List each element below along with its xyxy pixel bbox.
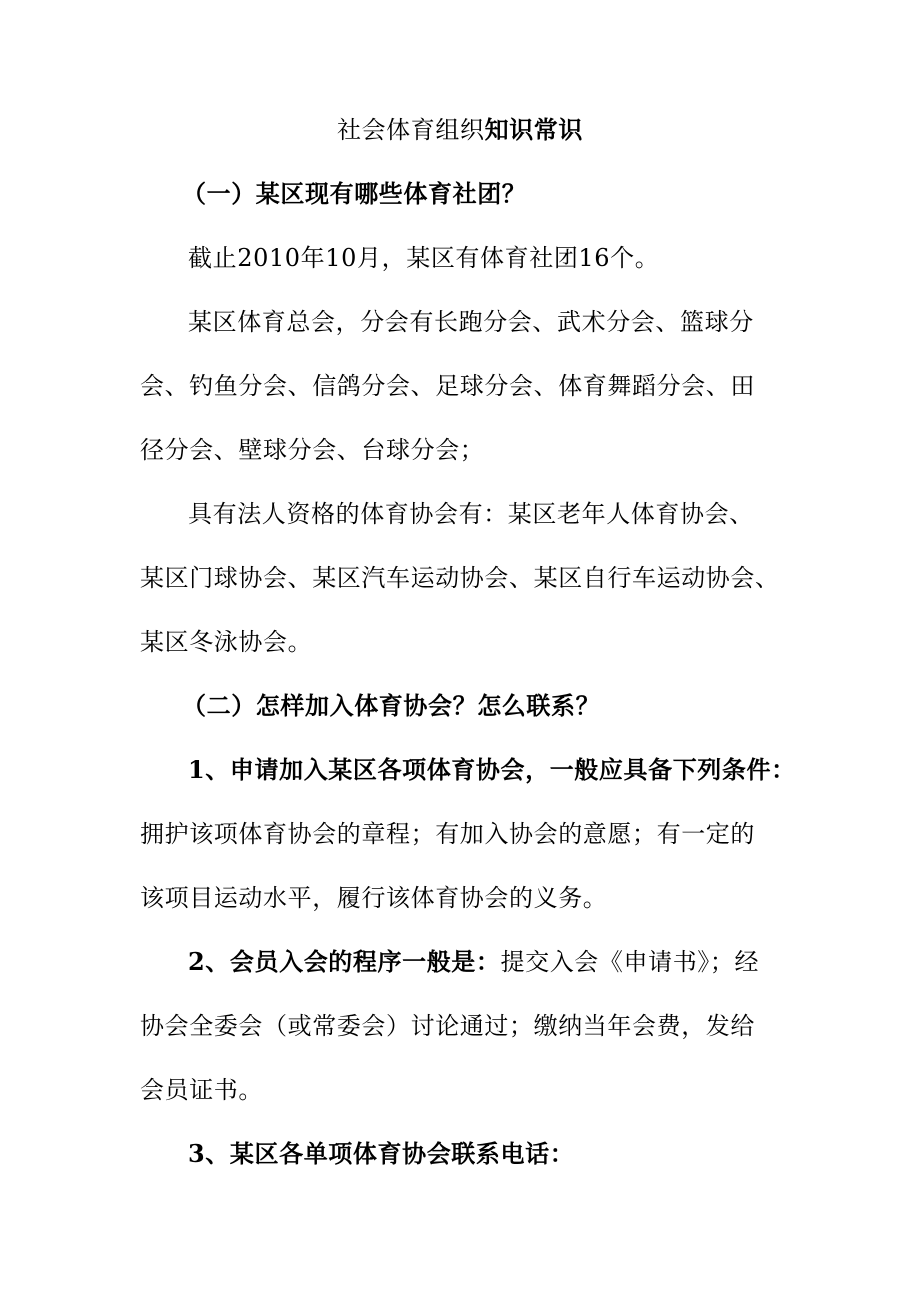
paragraph-line: 某区冬泳协会。: [140, 628, 313, 656]
heading-text: （一）某区现有哪些体育社团？: [182, 179, 527, 208]
item-bold-text: 3、某区各单项体育协会联系电话：: [188, 1139, 575, 1168]
paragraph-line: 某区门球协会、某区汽车运动协会、某区自行车运动协会、: [140, 564, 780, 592]
item-bold-text: 1、申请加入某区各项体育协会，一般应具备下列条件：: [188, 755, 796, 784]
heading-text: （二）怎样加入体育协会？怎么联系？: [182, 691, 601, 720]
paragraph-line: 会员证书。: [140, 1076, 263, 1104]
section2-heading: [140, 674, 790, 738]
document-title: [130, 98, 790, 162]
title-normal: 社会体育组织: [336, 116, 485, 144]
paragraph-line: 径分会、壁球分会、台球分会；: [140, 436, 485, 464]
item2-heading: [140, 930, 790, 994]
item-bold-text: 2、会员入会的程序一般是：: [188, 947, 501, 976]
item-text: 提交入会《申请书》；经: [500, 948, 760, 976]
paragraph-line: 具有法人资格的体育协会有：某区老年人体育协会、: [188, 500, 754, 528]
item1-heading: [140, 738, 796, 802]
paragraph-line: 拥护该项体育协会的章程；有加入协会的意愿；有一定的: [140, 820, 755, 848]
paragraph: 截止2010年10月，某区有体育社团16个。: [188, 244, 660, 272]
paragraph-line: 协会全委会（或常委会）讨论通过；缴纳当年会费，发给: [140, 1012, 755, 1040]
document-page: [140, 98, 796, 1186]
item3-heading: [140, 1122, 790, 1186]
paragraph-line: 某区体育总会，分会有长跑分会、武术分会、篮球分: [188, 308, 754, 336]
paragraph-line: 该项目运动水平，履行该体育协会的义务。: [140, 884, 608, 912]
section1-heading: [140, 162, 790, 226]
paragraph-line: 会、钓鱼分会、信鸽分会、足球分会、体育舞蹈分会、田: [140, 372, 755, 400]
title-bold: 知识常识: [484, 115, 583, 144]
